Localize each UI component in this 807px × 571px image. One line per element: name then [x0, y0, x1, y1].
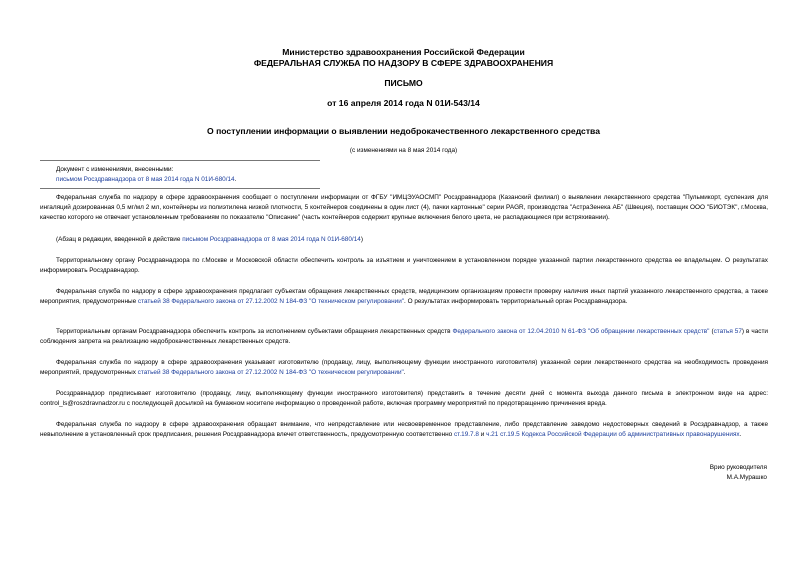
amending-letter-link-2[interactable]: письмом Росздравнадзора от 8 мая 2014 года N 01И-680/14: [182, 236, 361, 243]
signatory-name: М.А.Мурашко: [726, 474, 767, 481]
administrative-code-link[interactable]: ч.21 ст.19.5 Кодекса Российской Федерации об административных правонарушениях: [486, 431, 740, 438]
article-19-7-8-link[interactable]: ст.19.7.8: [453, 431, 479, 438]
law-61-link[interactable]: Федерального закона от 12.04.2010 N 61-ФЗ "Об обращении лекарственных средств": [452, 328, 710, 335]
changes-box-link-line: письмом Росздравнадзора от 8 мая 2014 года N 01И-680/14.: [56, 176, 237, 183]
changes-box-top-rule: [40, 160, 320, 161]
document-date-number: от 16 апреля 2014 года N 01И-543/14: [327, 98, 480, 108]
signatory-position: Врио руководителя: [709, 464, 767, 471]
service-name: ФЕДЕРАЛЬНАЯ СЛУЖБА ПО НАДЗОРУ В СФЕРЕ ЗДРАВООХРАНЕНИЯ: [253, 58, 554, 68]
article-57-link[interactable]: статья 57: [713, 328, 742, 335]
paragraph-1: Федеральная служба по надзору в сфере здравоохранения сообщает о поступлении информации от ФГБУ "ИМЦЭУАОСМП" Росздравнадзора (Казанский филиал) о выявлении лекарственного средства "Пульмикорт, суспензия для ингаляций дозированная 0,5 мг/мл 2 мл, контейнеры из полиэтилена низкой плотности, 5 контейнеров соединены в один лист (4), пачки картонные" серии PAGR, производства "АстраЗенека АБ" (Швеция), поставщик ООО "БИОТЭК", г.Москва, качество которого не отвечает установленным требованиям по показателю "Описание" (часть контейнеров содержит крупные включения белого цвета, не распадающиеся при встряхивании).: [40, 194, 768, 221]
law-184-article-38-link-2[interactable]: статьей 38 Федерального закона от 27.12.2002 N 184-ФЗ "О техническом регулировании": [137, 369, 404, 376]
paragraph-7: Федеральная служба по надзору в сфере здравоохранения обращает внимание, что непредставление или несвоевременное представление, либо представление заведомо недостоверных сведений в Росздравнадзор, а также невыполнение в установленный срок предписания, решения Росздравнадзора влечет ответственность, предусмотренную соответственно ст.19.7.8 и ч.21 ст.19.5 Кодекса Российской Федерации об административных правонарушениях.: [40, 421, 768, 438]
law-184-article-38-link[interactable]: статьей 38 Федерального закона от 27.12.2002 N 184-ФЗ "О техническом регулировании": [137, 298, 405, 305]
paragraph-4: Территориальным органам Росздравнадзора обеспечить контроль за исполнением субъектами обращения лекарственных средств Федерального закона от 12.04.2010 N 61-ФЗ "Об обращении лекарственных средств" (статья 57) в части соблюдения запрета на реализацию недоброкачественных лекарственных средств.: [40, 328, 768, 345]
changes-box-bottom-rule: [40, 188, 320, 189]
paragraph-2: Территориальному органу Росздравнадзора по г.Москве и Московской области обеспечить контроль за изъятием и уничтожением в установленном порядке указанной партии лекарственного средства ее владельцем. О результатах информировать Росздравнадзор.: [40, 257, 768, 274]
amending-letter-link[interactable]: письмом Росздравнадзора от 8 мая 2014 года N 01И-680/14: [56, 176, 235, 183]
paragraph-3: Федеральная служба по надзору в сфере здравоохранения предлагает субъектам обращения лекарственных средств, медицинским организациям провести проверку наличия иных партий указанного лекарственного средства, а также мероприятия, предусмотренные статьей 38 Федерального закона от 27.12.2002 N 184-ФЗ "О техническом регулировании". О результатах информировать территориальный орган Росздравнадзора.: [40, 288, 768, 305]
document-type: ПИСЬМО: [384, 78, 423, 88]
ministry-name: Министерство здравоохранения Российской Федерации: [282, 47, 525, 57]
document-title: О поступлении информации о выявлении недоброкачественного лекарственного средства: [207, 126, 600, 136]
changes-box-label: Документ с изменениями, внесенными:: [56, 166, 174, 173]
paragraph-1-note: (Абзац в редакции, введенной в действие письмом Росздравнадзора от 8 мая 2014 года N 01И-680/14): [56, 236, 363, 243]
revision-note: (с изменениями на 8 мая 2014 года): [349, 147, 458, 154]
paragraph-5: Федеральная служба по надзору в сфере здравоохранения указывает изготовителю (продавцу, лицу, выполняющему функции иностранного изготовителя) указанной серии лекарственного средства на необходимость проведения мероприятий, предусмотренных статьей 38 Федерального закона от 27.12.2002 N 184-ФЗ "О техническом регулировании".: [40, 359, 768, 376]
paragraph-6: Росздравнадзор предписывает изготовителю (продавцу, лицу, выполняющему функции иностранного изготовителя) представить в течение десяти дней с момента выхода данного письма в электронном виде на адрес: control_ls@roszdravnadzor.ru с последующей досылкой на бумажном носителе информацию о проведенной работе, включая программу мероприятий по предотвращению причинения вреда.: [40, 390, 768, 407]
